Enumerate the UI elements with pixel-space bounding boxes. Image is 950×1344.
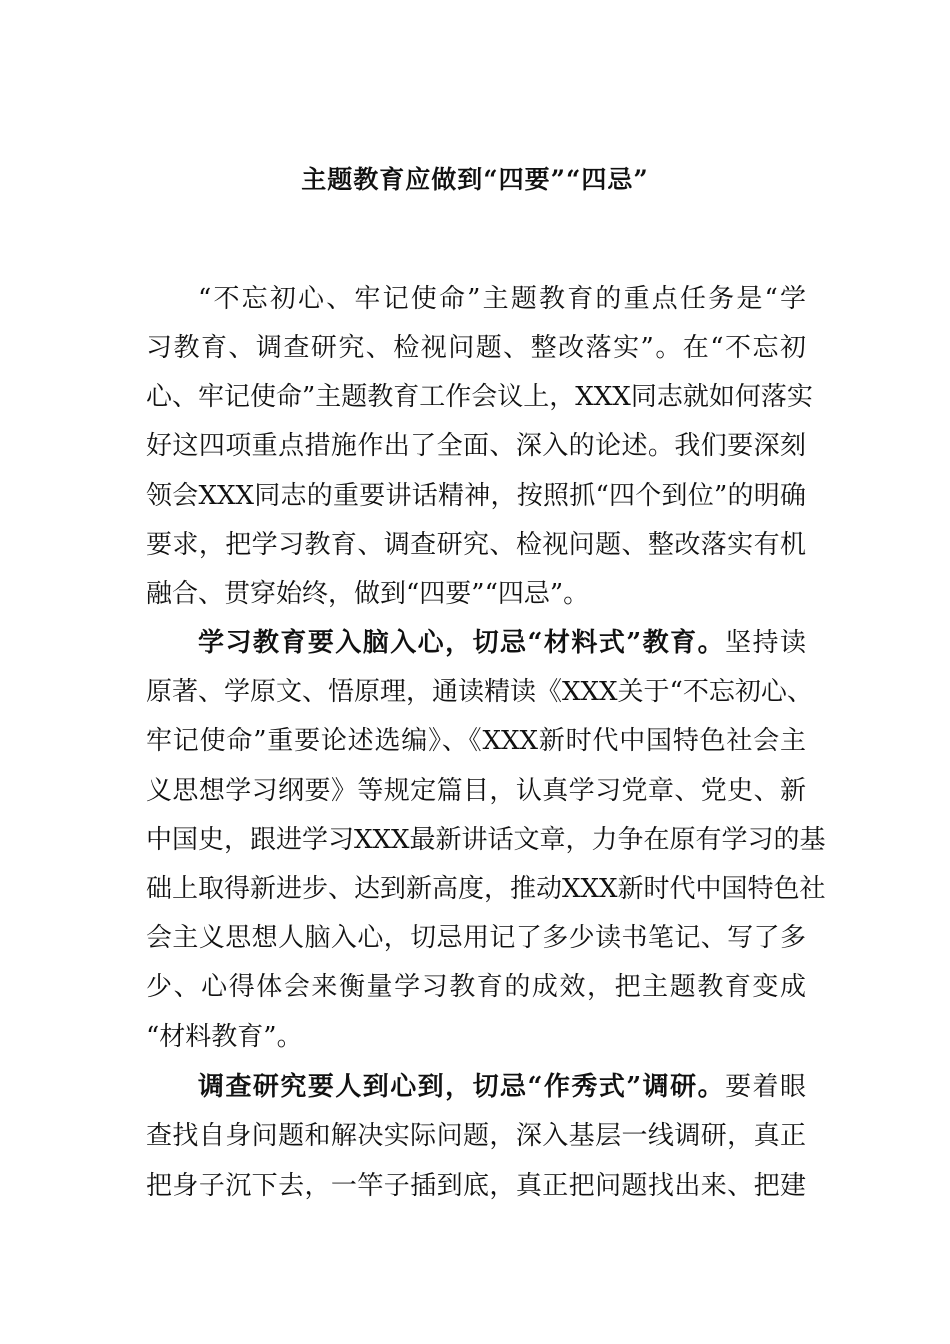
paragraph-1-line-5: 领会XXX同志的重要讲话精神，按照抓“四个到位”的明确 [146, 481, 806, 511]
paragraph-1-line-6: 要求，把学习教育、调查研究、检视问题、整改落实有机 [146, 530, 806, 560]
paragraph-2-line-6: 础上取得新进步、达到新高度，推动XXX新时代中国特色社 [146, 874, 826, 904]
paragraph-1-line-1: “不忘初心、牢记使命”主题教育的重点任务是“学 [198, 284, 806, 314]
document-title: 主题教育应做到“四要”“四忌” [301, 165, 649, 194]
paragraph-2-line-9: “材料教育”。 [146, 1022, 303, 1052]
paragraph-2-line-3: 牢记使命”重要论述选编》、《XXX新时代中国特色社会主 [146, 726, 806, 756]
paragraph-2-line-2: 原著、学原文、悟原理，通读精读《XXX关于“不忘初心、 [146, 677, 813, 707]
paragraph-2-heading: 学习教育要入脑入心，切忌“材料式”教育。 [198, 628, 726, 658]
paragraph-2-line-4: 义思想学习纲要》等规定篇目，认真学习党章、党史、新 [146, 776, 806, 806]
paragraph-1-line-3: 心、牢记使命”主题教育工作会议上，XXX同志就如何落实 [146, 382, 813, 412]
paragraph-3-line-1 [198, 1062, 806, 1112]
paragraph-3-line-2: 查找自身问题和解决实际问题，深入基层一线调研，真正 [146, 1121, 806, 1151]
paragraph-3-heading: 调查研究要人到心到，切忌“作秀式”调研。 [198, 1072, 726, 1102]
paragraph-2-line-5: 中国史，跟进学习XXX最新讲话文章，力争在原有学习的基 [146, 825, 826, 855]
paragraph-1-line-7: 融合、贯穿始终，做到“四要”“四忌”。 [146, 579, 590, 609]
paragraph-3-first-line-rest: 要着眼 [725, 1072, 806, 1102]
paragraph-2-first-line-rest: 坚持读 [725, 628, 806, 658]
paragraph-3-line-3: 把身子沉下去，一竿子插到底，真正把问题找出来、把建 [146, 1171, 806, 1201]
paragraph-2-line-1 [198, 618, 806, 668]
paragraph-1-line-2: 习教育、调查研究、检视问题、整改落实”。在“不忘初 [146, 333, 806, 363]
paragraph-1-line-4: 好这四项重点措施作出了全面、深入的论述。我们要深刻 [146, 431, 806, 461]
paragraph-2-line-8: 少、心得体会来衡量学习教育的成效，把主题教育变成 [146, 972, 806, 1002]
paragraph-2-line-7: 会主义思想人脑入心，切忌用记了多少读书笔记、写了多 [146, 923, 806, 953]
